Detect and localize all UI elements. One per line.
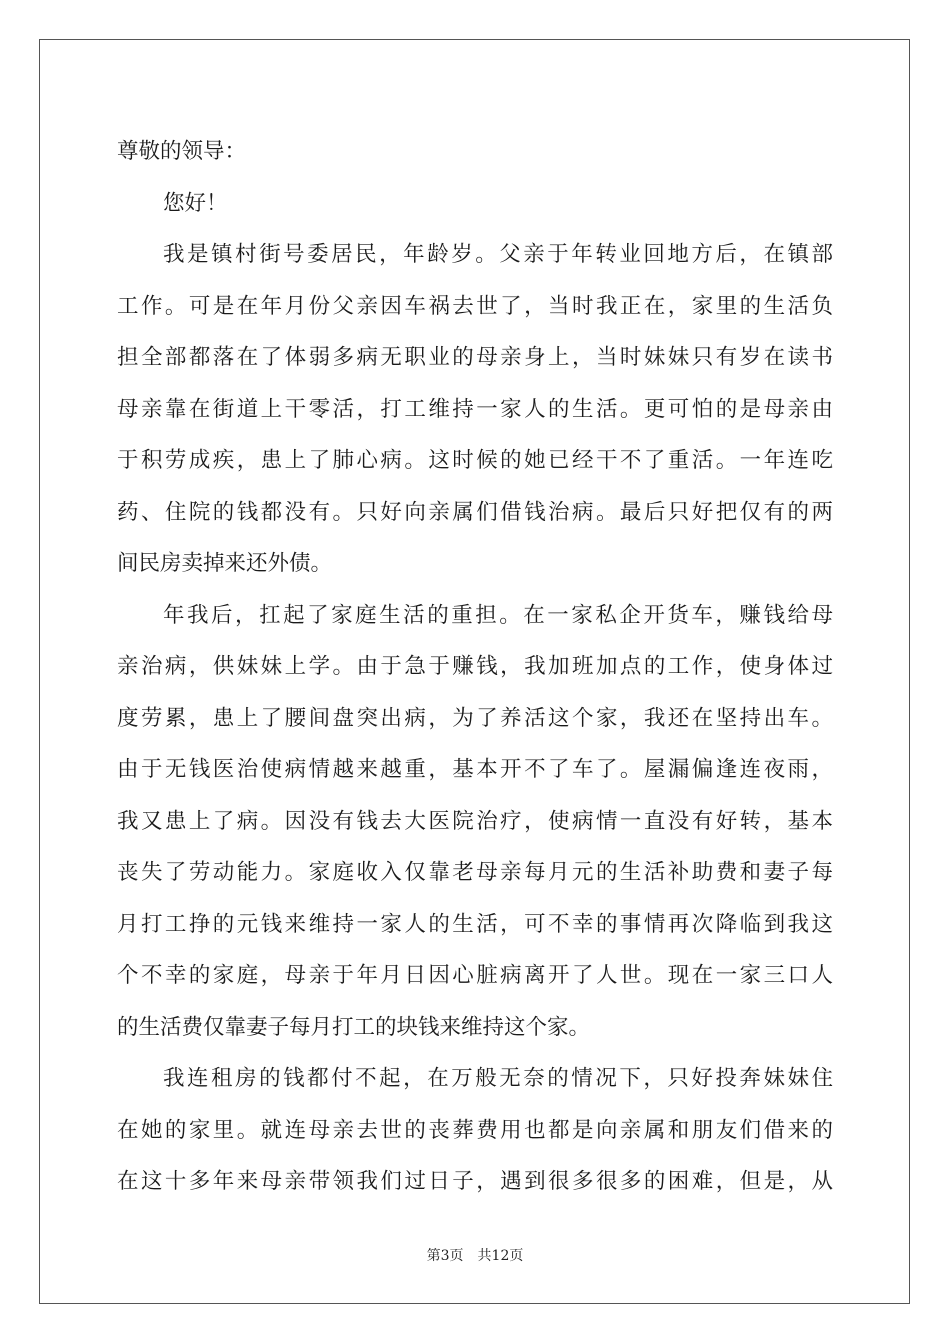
paragraph-line: 在她的家里。就连母亲去世的丧葬费用也都是向亲属和朋友们借来的 <box>117 1117 833 1143</box>
page-total: 共12页 <box>477 1248 524 1264</box>
letter-body <box>117 126 833 1208</box>
paragraph-line: 我连租房的钱都付不起，在万般无奈的情况下，只好投奔妹妹住 <box>163 1066 833 1091</box>
paragraph-line: 担全部都落在了体弱多病无职业的母亲身上，当时妹妹只有岁在读书 <box>117 345 833 370</box>
paragraph-line: 年我后，扛起了家庭生活的重担。在一家私企开货车，赚钱给母 <box>163 602 833 628</box>
paragraph-line: 由于无钱医治使病情越来越重，基本开不了车了。屋漏偏逢连夜雨， <box>117 757 833 782</box>
paragraph-line: 个不幸的家庭，母亲于年月日因心脏病离开了人世。现在一家三口人 <box>117 963 833 988</box>
paragraph-line: 丧失了劳动能力。家庭收入仅靠老母亲每月元的生活补助费和妻子每 <box>117 860 833 885</box>
paragraph-2 <box>117 590 833 1054</box>
paragraph-1 <box>117 229 833 590</box>
paragraph-line: 在这十多年来母亲带领我们过日子，遇到很多很多的困难，但是，从 <box>117 1169 833 1194</box>
page-footer <box>0 1245 950 1265</box>
paragraph-line: 我是镇村街号委居民，年龄岁。父亲于年转业回地方后，在镇部 <box>163 242 833 267</box>
paragraph-line: 于积劳成疾，患上了肺心病。这时候的她已经干不了重活。一年连吃 <box>117 448 833 473</box>
paragraph-line: 工作。可是在年月份父亲因车祸去世了，当时我正在，家里的生活负 <box>117 293 833 319</box>
paragraph-line: 母亲靠在街道上干零活，打工维持一家人的生活。更可怕的是母亲由 <box>117 396 833 422</box>
salutation: 尊敬的领导： <box>117 139 247 164</box>
paragraph-line: 我又患上了病。因没有钱去大医院治疗，使病情一直没有好转，基本 <box>117 808 833 834</box>
paragraph-line: 间民房卖掉来还外债。 <box>117 551 333 576</box>
paragraph-line: 的生活费仅靠妻子每月打工的块钱来维持这个家。 <box>117 1014 591 1040</box>
greeting: 您好！ <box>163 190 228 216</box>
paragraph-line: 亲治病，供妹妹上学。由于急于赚钱，我加班加点的工作，使身体过 <box>117 654 833 679</box>
paragraph-line: 度劳累，患上了腰间盘突出病，为了养活这个家，我还在坚持出车。 <box>117 705 833 731</box>
paragraph-line: 月打工挣的元钱来维持一家人的生活，可不幸的事情再次降临到我这 <box>117 911 833 937</box>
page-number: 第3页 <box>426 1248 464 1264</box>
paragraph-3 <box>117 1053 833 1208</box>
paragraph-line: 药、住院的钱都没有。只好向亲属们借钱治病。最后只好把仅有的两 <box>117 499 833 525</box>
